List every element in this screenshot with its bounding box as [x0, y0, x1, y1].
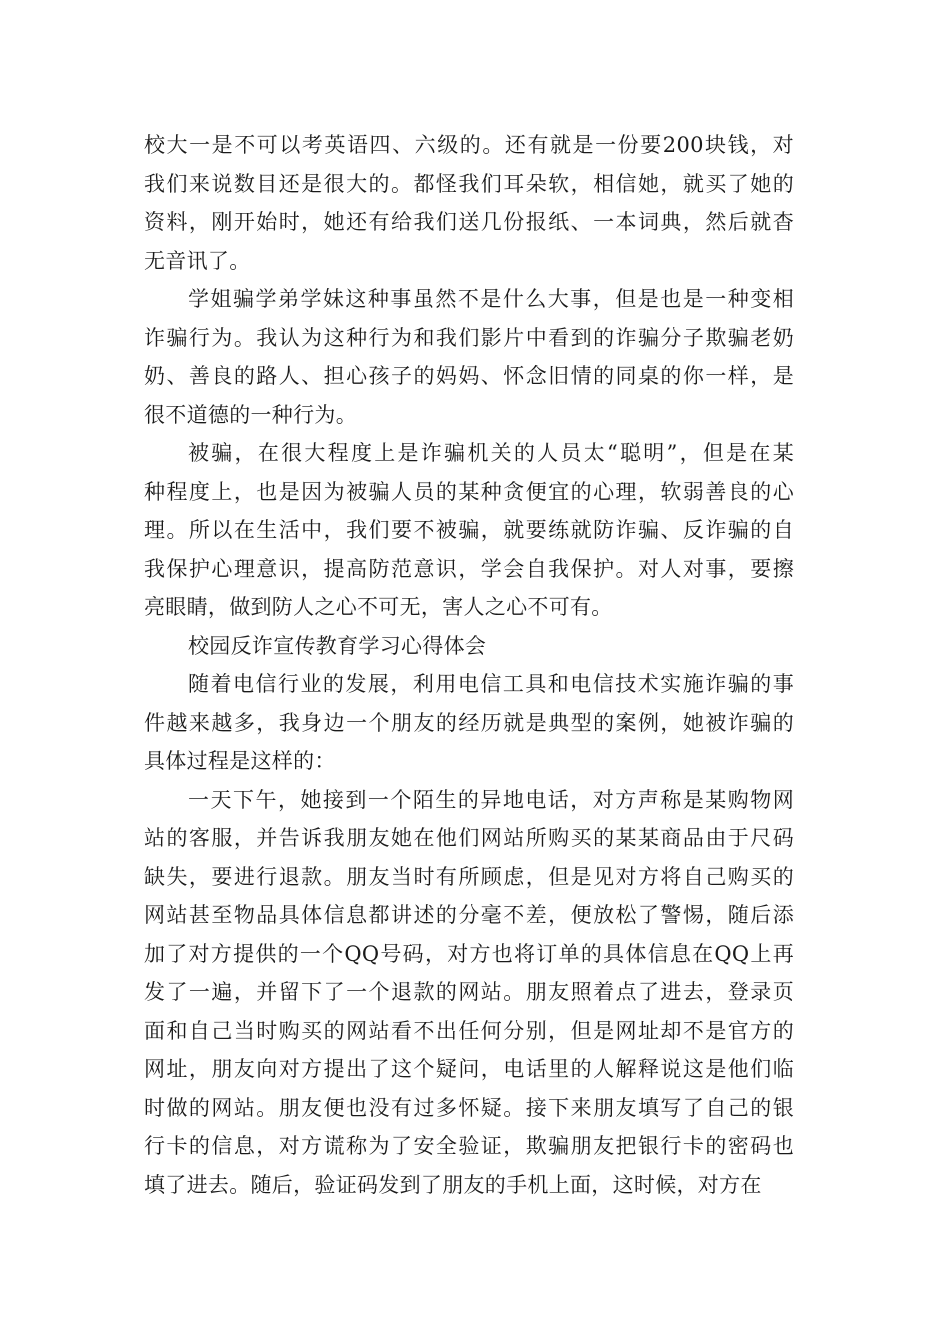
paragraph [144, 126, 794, 280]
text-line: 亮眼睛，做到防人之心不可无，害人之心不可有。 [144, 595, 613, 619]
text-line: 网址，朋友向对方提出了这个疑问，电话里的人解释说这是他们临 [144, 1057, 794, 1081]
text-line: 缺失，要进行退款。朋友当时有所顾虑，但是见对方将自己购买的 [144, 864, 794, 889]
text-line: 资料，刚开始时，她还有给我们送几份报纸、一本词典，然后就杳 [144, 210, 794, 234]
text-line: 奶、善良的路人、担心孩子的妈妈、怀念旧情的同桌的你一样，是 [144, 364, 794, 388]
text-line: 学姐骗学弟学妹这种事虽然不是什么大事，但是也是一种变相 [188, 287, 794, 311]
text-line: 时做的网站。朋友便也没有过多怀疑。接下来朋友填写了自己的银 [144, 1095, 794, 1120]
text-line: 具体过程是这样的： [144, 749, 336, 773]
paragraph [144, 781, 794, 1205]
text-line: 一天下午，她接到一个陌生的异地电话，对方声称是某购物网 [188, 787, 794, 812]
paragraph [144, 280, 794, 434]
paragraph [144, 627, 794, 666]
text-line: 我们来说数目还是很大的。都怪我们耳朵软，相信她，就买了她的 [144, 171, 794, 196]
text-line: 无音讯了。 [144, 248, 251, 273]
text-line: 随着电信行业的发展，利用电信工具和电信技术实施诈骗的事 [188, 672, 794, 696]
text-line: 填了进去。随后，验证码发到了朋友的手机上面，这时候，对方在 [144, 1172, 762, 1197]
text-line: 很不道德的一种行为。 [144, 402, 357, 427]
paragraph [144, 434, 794, 627]
text-line: 网站甚至物品具体信息都讲述的分毫不差，便放松了警惕，随后添 [144, 903, 794, 927]
text-line: 件越来越多，我身边一个朋友的经历就是典型的案例，她被诈骗的 [144, 710, 794, 735]
document-body [144, 126, 794, 1204]
text-line: 我保护心理意识，提高防范意识，学会自我保护。对人对事，要擦 [144, 556, 794, 581]
text-line: 种程度上，也是因为被骗人员的某种贪便宜的心理，软弱善良的心 [144, 479, 794, 504]
text-line: 行卡的信息，对方谎称为了安全验证，欺骗朋友把银行卡的密码也 [144, 1134, 794, 1158]
text-line: 被骗，在很大程度上是诈骗机关的人员太“聪明”，但是在某 [188, 441, 794, 465]
text-line: 校园反诈宣传教育学习心得体会 [188, 633, 487, 658]
text-line: 加了对方提供的一个QQ号码，对方也将订单的具体信息在QQ上再 [144, 941, 794, 966]
text-line: 理。所以在生活中，我们要不被骗，就要练就防诈骗、反诈骗的自 [144, 518, 794, 542]
text-line: 发了一遍，并留下了一个退款的网站。朋友照着点了进去，登录页 [144, 980, 794, 1004]
text-line: 面和自己当时购买的网站看不出任何分别，但是网址却不是官方的 [144, 1018, 794, 1043]
paragraph [144, 665, 794, 781]
text-line: 校大一是不可以考英语四、六级的。还有就是一份要200块钱，对 [144, 133, 794, 157]
text-line: 诈骗行为。我认为这种行为和我们影片中看到的诈骗分子欺骗老奶 [144, 325, 794, 350]
text-line: 站的客服，并告诉我朋友她在他们网站所购买的某某商品由于尺码 [144, 826, 794, 850]
